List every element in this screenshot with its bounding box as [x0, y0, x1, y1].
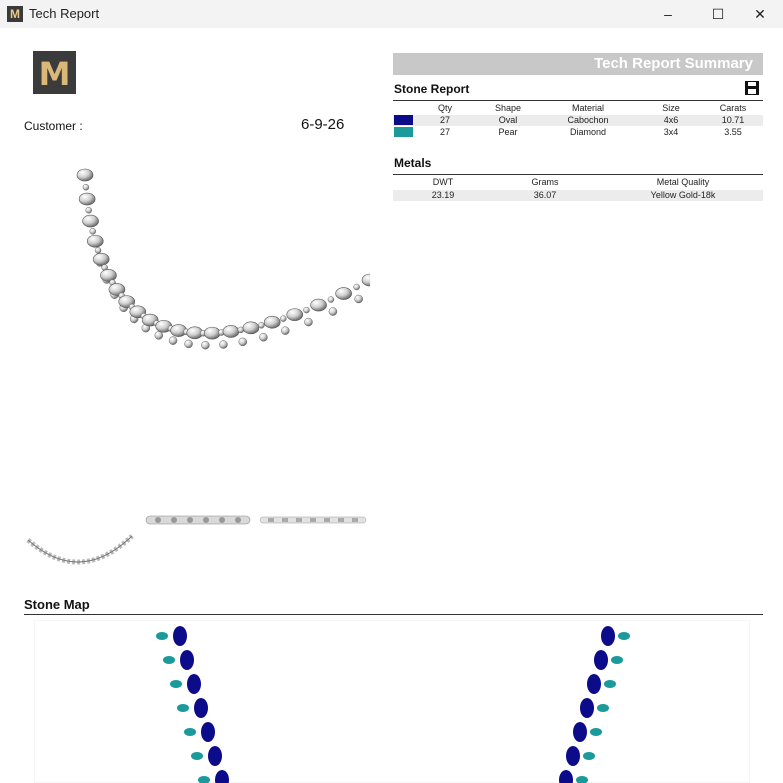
table-row [393, 115, 763, 126]
close-button[interactable]: ✕ [754, 6, 766, 22]
stone-map-divider [24, 614, 763, 615]
stone-report-title: Stone Report [394, 82, 470, 96]
pear-stone [597, 704, 609, 712]
drop-charm [355, 295, 363, 303]
oval-stone [587, 674, 601, 694]
chain-link [83, 215, 99, 227]
col-dwt: DWT [432, 177, 454, 187]
drop-charm [169, 337, 177, 345]
col-grams: Grams [531, 177, 559, 187]
cell-material: Diamond [569, 127, 607, 137]
cell-carats: 3.55 [724, 127, 742, 137]
oval-stone [180, 650, 194, 670]
stone-report-table [393, 103, 763, 139]
table-header-row [393, 177, 763, 188]
drop-charm [201, 341, 209, 349]
table-header-row [393, 103, 763, 114]
stone-report-divider [393, 100, 763, 101]
stone-map-diagram [34, 620, 750, 783]
save-icon[interactable] [744, 80, 760, 96]
chain-link [87, 235, 103, 247]
pear-stone [618, 632, 630, 640]
chain-link [83, 184, 89, 190]
chain-link [95, 247, 101, 253]
pear-stone [604, 680, 616, 688]
chain-link [336, 288, 352, 300]
chain-link [243, 322, 259, 334]
oval-stone [194, 698, 208, 718]
oval-stone [187, 674, 201, 694]
oval-stone [566, 746, 580, 766]
company-logo [33, 51, 76, 94]
chain-link [223, 325, 239, 337]
chain-link [90, 228, 96, 234]
table-row [393, 190, 763, 201]
metals-divider [393, 174, 763, 175]
oval-stone [594, 650, 608, 670]
cell-shape: Oval [498, 115, 518, 125]
logo-letter: M [38, 55, 71, 93]
oval-stone [201, 722, 215, 742]
customer-label: Customer : [24, 119, 83, 133]
drop-charm [155, 331, 163, 339]
col-qty: Qty [437, 103, 452, 113]
col-size: Size [662, 103, 680, 113]
pear-stone [583, 752, 595, 760]
thumbnail-top-view[interactable] [258, 515, 368, 525]
pear-stone [156, 632, 168, 640]
stone-map-title: Stone Map [24, 597, 90, 612]
app-logo-icon: M [7, 6, 23, 22]
cell-metal-quality: Yellow Gold-18k [650, 190, 716, 200]
drop-charm [259, 333, 267, 341]
col-metal-quality: Metal Quality [656, 177, 710, 187]
chain-link [79, 193, 95, 205]
chain-link [93, 253, 109, 265]
chain-link [77, 169, 93, 181]
summary-title: Tech Report Summary [594, 55, 753, 72]
oval-stone [580, 698, 594, 718]
chain-link [204, 327, 220, 339]
chain-link [328, 297, 334, 303]
stone-color-swatch [394, 127, 413, 137]
pear-stone [611, 656, 623, 664]
drop-charm [239, 338, 247, 346]
metals-table [393, 177, 763, 201]
chain-link [354, 284, 360, 290]
chain-link [362, 274, 370, 286]
oval-stone [208, 746, 222, 766]
drop-charm [304, 318, 312, 326]
pear-stone [184, 728, 196, 736]
window-title: Tech Report [29, 6, 100, 21]
pear-stone [163, 656, 175, 664]
stone-color-swatch [394, 115, 413, 125]
cell-dwt: 23.19 [431, 190, 455, 200]
cell-grams: 36.07 [533, 190, 557, 200]
chain-link [86, 207, 92, 213]
pear-stone [177, 704, 189, 712]
col-material: Material [571, 103, 604, 113]
oval-stone [573, 722, 587, 742]
oval-stone [173, 626, 187, 646]
summary-header-bar [393, 53, 763, 75]
col-carats: Carats [719, 103, 747, 113]
chain-link [100, 269, 116, 281]
report-date: 6-9-26 [301, 116, 345, 133]
table-row [393, 127, 763, 138]
necklace-render-image [40, 165, 370, 400]
chain-link [280, 316, 286, 322]
cell-shape: Pear [498, 127, 518, 137]
pear-stone [191, 752, 203, 760]
oval-stone [601, 626, 615, 646]
drop-charm [185, 340, 193, 348]
cell-material: Cabochon [567, 115, 609, 125]
thumbnail-front-view[interactable] [24, 528, 136, 574]
pear-stone [170, 680, 182, 688]
chain-link [303, 307, 309, 313]
title-bar [0, 0, 783, 28]
thumbnail-side-view[interactable] [144, 513, 252, 527]
chain-link [264, 316, 280, 328]
cell-size: 4x6 [663, 115, 679, 125]
cell-size: 3x4 [663, 127, 679, 137]
cell-qty: 27 [439, 115, 450, 125]
minimize-button[interactable]: – [664, 6, 672, 22]
chain-link [287, 309, 303, 321]
drop-charm [281, 327, 289, 335]
maximize-button[interactable]: ☐ [711, 6, 725, 22]
cell-qty: 27 [439, 127, 450, 137]
col-shape: Shape [494, 103, 522, 113]
chain-link [311, 299, 327, 311]
drop-charm [219, 341, 227, 349]
metals-title: Metals [394, 156, 432, 170]
chain-link [258, 322, 264, 328]
pear-stone [590, 728, 602, 736]
cell-carats: 10.71 [721, 115, 745, 125]
drop-charm [329, 308, 337, 316]
